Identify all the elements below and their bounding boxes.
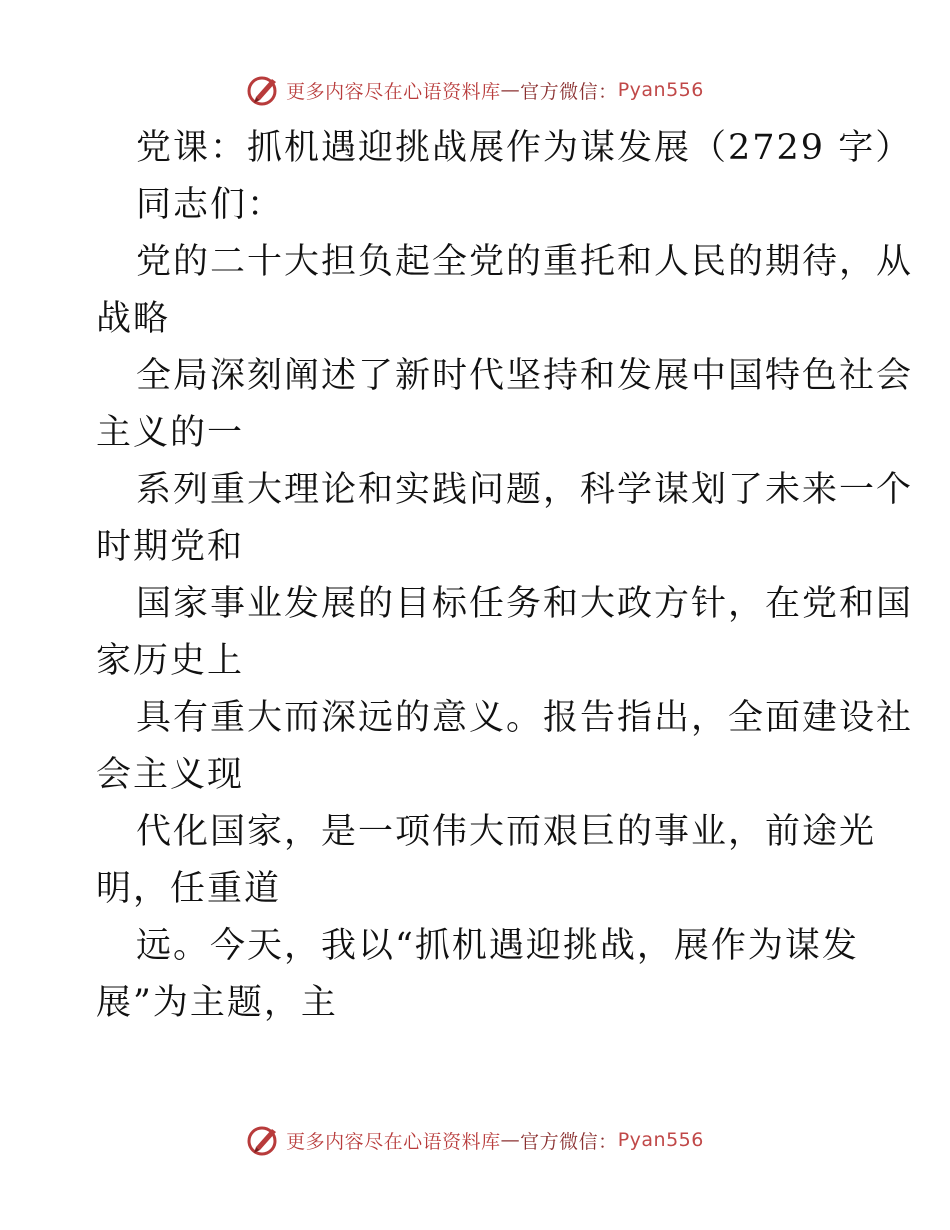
watermark-id: Pyan556 bbox=[617, 79, 704, 101]
watermark-separator: — bbox=[500, 1129, 521, 1151]
pen-logo-icon bbox=[246, 1123, 282, 1157]
salutation: 同志们： bbox=[136, 185, 285, 225]
text-line: 系列重大理论和实践问题，科学谋划了未来一个 bbox=[136, 470, 914, 510]
text-line: 具有重大而深远的意义。报告指出，全面建设社 bbox=[136, 698, 914, 738]
watermark-id: Pyan556 bbox=[617, 1129, 704, 1151]
watermark-official: 官方微信： bbox=[520, 80, 618, 103]
text-line: 会主义现 bbox=[96, 755, 245, 795]
text-line: 远。今天，我以“抓机遇迎挑战，展作为谋发 bbox=[136, 926, 859, 966]
text-line: 家历史上 bbox=[96, 641, 245, 681]
document-body bbox=[96, 120, 914, 1032]
paragraph bbox=[96, 234, 914, 1032]
pen-logo-icon bbox=[246, 73, 282, 107]
text-line: 展”为主题，主 bbox=[96, 983, 338, 1023]
text-line: 国家事业发展的目标任务和大政方针，在党和国 bbox=[136, 584, 914, 624]
text-line: 代化国家，是一项伟大而艰巨的事业，前途光 bbox=[136, 812, 877, 852]
text-line: 主义的一 bbox=[96, 413, 245, 453]
text-line: 党的二十大担负起全党的重托和人民的期待，从 bbox=[136, 242, 914, 282]
watermark-brand: 更多内容尽在心语资料库 bbox=[286, 80, 501, 103]
document-title: 党课：抓机遇迎挑战展作为谋发展（2729 字） bbox=[136, 128, 913, 168]
watermark-brand: 更多内容尽在心语资料库 bbox=[286, 1130, 501, 1153]
watermark-official: 官方微信： bbox=[520, 1130, 618, 1153]
watermark-separator: — bbox=[500, 79, 521, 101]
text-line: 全局深刻阐述了新时代坚持和发展中国特色社会 bbox=[136, 356, 914, 396]
text-line: 战略 bbox=[96, 299, 171, 339]
footer-watermark bbox=[0, 1120, 950, 1160]
header-watermark bbox=[0, 70, 950, 110]
text-line: 时期党和 bbox=[96, 527, 245, 567]
text-line: 明，任重道 bbox=[96, 869, 282, 909]
